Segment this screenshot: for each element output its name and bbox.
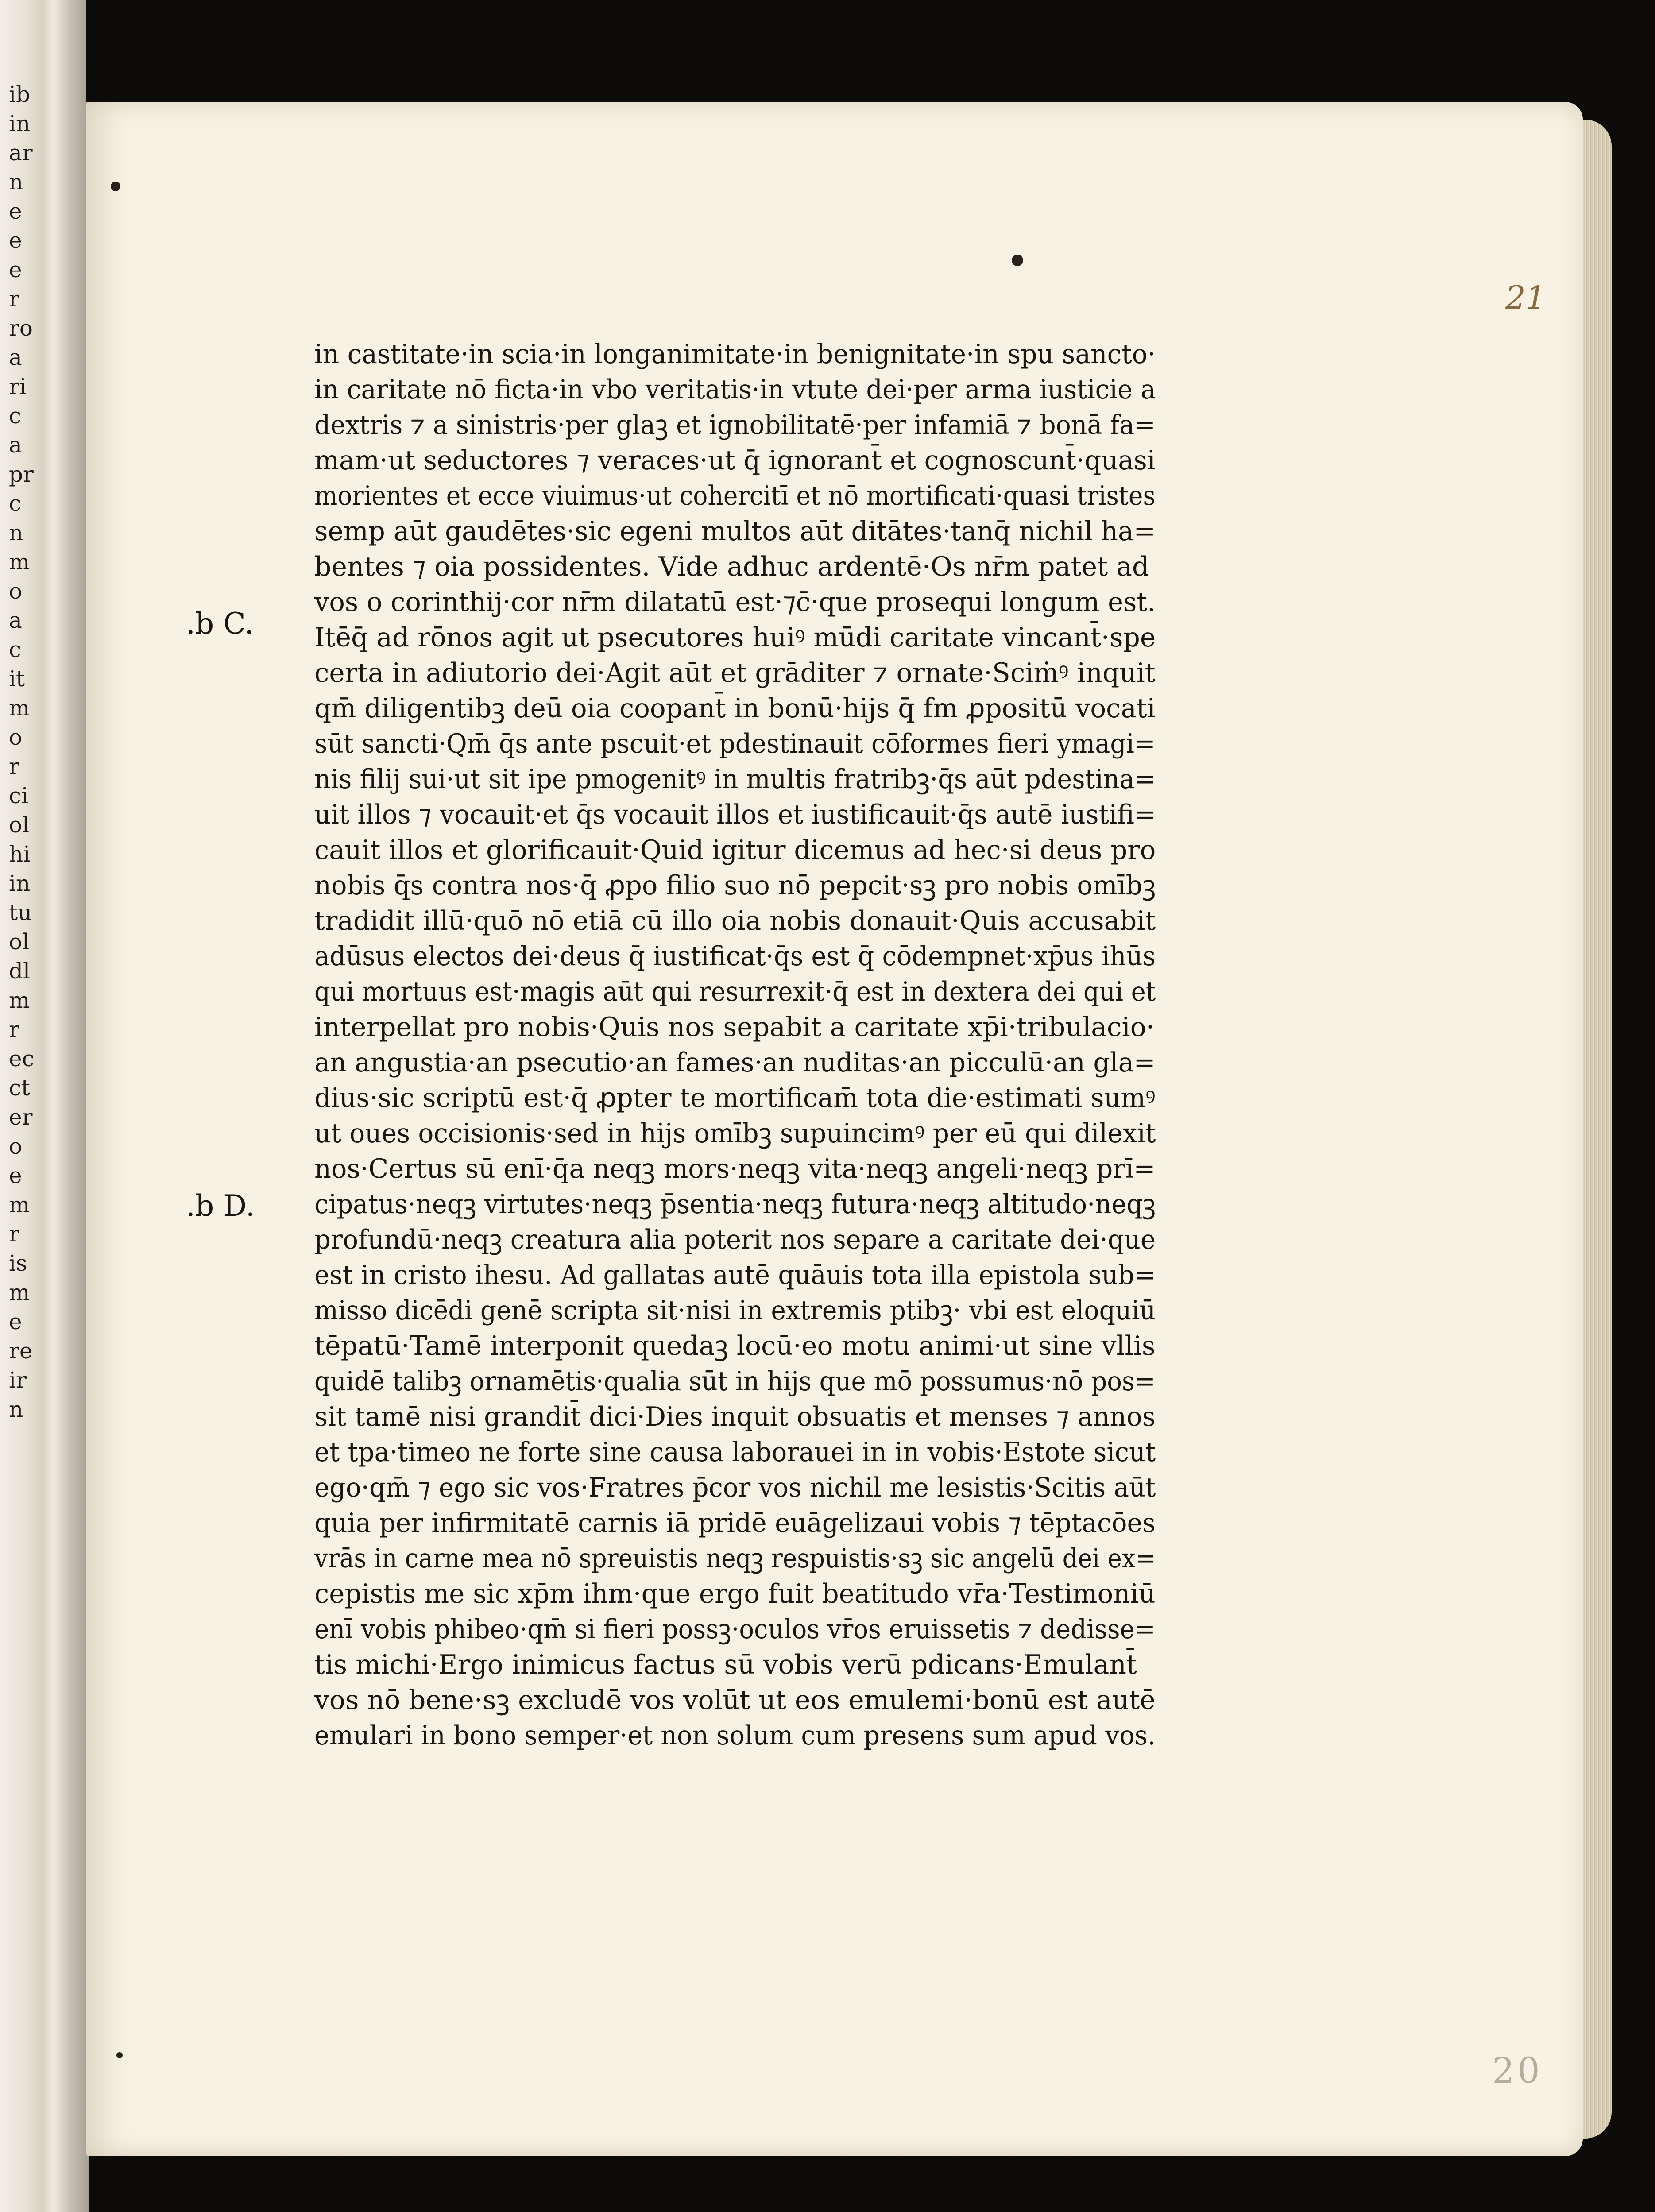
text-line: cipatus·neqꝫ virtutes·neqꝫ p̄sentia·neqꝫ futura·neqꝫ altitudo·neqꝫ <box>314 1189 1156 1220</box>
text-line: semp aūt gaudētes·sic egeni multos aūt ditātes·tanq̄ nichil ha= <box>314 516 1156 547</box>
ink-dot <box>1012 255 1023 266</box>
text-line: qm̄ diligentibꝫ deū oia coopant̄ in bonū·hijs q̄ fm ꝓpositū vocati <box>314 693 1156 724</box>
previous-page-fragment: e <box>9 257 22 282</box>
text-line: emulari in bono semper·et non solum cum presens sum apud vos. <box>314 1720 1156 1751</box>
text-line: enī vobis phibeo·qm̄ si fieri possꝫ·oculos vr̄os eruissetis ⁊ dedisse= <box>314 1614 1156 1645</box>
previous-page-fragment: pr <box>9 461 34 487</box>
text-line: cauit illos et glorificauit·Quid igitur dicemus ad hec·si deus pro <box>314 835 1156 866</box>
ink-dot <box>111 182 120 191</box>
folio-number: 21 <box>1505 279 1546 316</box>
previous-page-fragment: e <box>9 228 22 253</box>
text-line: in caritate nō ficta·in vbo veritatis·in vtute dei·per arma iusticie a <box>314 374 1156 405</box>
text-line: nis filij sui·ut sit ipe pmogenitꝰ in multis fratribꝫ·q̄s aūt pdestina= <box>314 764 1156 795</box>
text-line: misso dicēdi genē scripta sit·nisi in extremis ptibꝫ· vbi est eloquiū <box>314 1295 1156 1326</box>
text-line: ut oues occisionis·sed in hijs omībꝫ supuincimꝰ per eū qui dilexit <box>314 1118 1156 1149</box>
text-line: mam·ut seductores ⁊ veraces·ut q̄ ignorant̄ et cognoscunt̄·quasi <box>314 445 1156 476</box>
text-line: nobis q̄s contra nos·q̄ ꝓpo filio suo nō pepcit·sꝫ pro nobis omībꝫ <box>314 870 1156 901</box>
previous-page-fragment: a <box>9 607 22 633</box>
marginal-note-d: .b D. <box>186 1189 255 1223</box>
text-line: sit tamē nisi grandit̄ dici·Dies inquit obsuatis et menses ⁊ annos <box>314 1401 1156 1432</box>
previous-page-fragment: m <box>9 1192 30 1218</box>
marginal-note-c: .b C. <box>186 607 254 641</box>
previous-page-fragment: ec <box>9 1046 35 1071</box>
previous-page-fragment: m <box>9 549 30 575</box>
previous-page-fragment: o <box>9 1133 23 1159</box>
text-line: sūt sancti·Qm̄ q̄s ante pscuit·et pdestinauit cōformes fieri ymagi= <box>314 728 1156 759</box>
previous-page-fragment: ol <box>9 929 30 955</box>
text-line: cepistis me sic xp̄m ihm·que ergo fuit beatitudo vr̄a·Testimoniū <box>314 1578 1156 1609</box>
previous-page-fragment: n <box>9 169 23 195</box>
previous-page-fragment: tu <box>9 900 32 925</box>
text-line: uit illos ⁊ vocauit·et q̄s vocauit illos et iustificauit·q̄s autē iustifi= <box>314 799 1156 830</box>
previous-page-fragment: ar <box>9 140 33 166</box>
body-text <box>314 336 1156 1753</box>
text-line: est in cristo ihesu. Ad gallatas autē quāuis tota illa epistola sub= <box>314 1260 1156 1291</box>
previous-page-fragment: ol <box>9 812 30 838</box>
text-line: quia per infirmitatē carnis iā pridē euāgelizaui vobis ⁊ tēptacōes <box>314 1508 1156 1539</box>
previous-page-fragment: in <box>9 111 31 136</box>
previous-page-fragment: r <box>9 1221 19 1247</box>
previous-page-fragment: m <box>9 695 30 721</box>
previous-page-fragment: in <box>9 870 31 896</box>
page-number: 20 <box>1492 2050 1543 2091</box>
text-line: ego·qm̄ ⁊ ego sic vos·Fratres p̄cor vos nichil me lesistis·Scitis aūt <box>314 1472 1156 1503</box>
previous-page-fragment: hi <box>9 841 31 867</box>
ink-dot <box>116 2052 123 2058</box>
previous-page-fragment: n <box>9 520 23 545</box>
text-line: nos·Certus sū enī·q̄a neqꝫ mors·neqꝫ vita·neqꝫ angeli·neqꝫ prī= <box>314 1153 1156 1184</box>
previous-page-fragment: ct <box>9 1075 31 1101</box>
previous-page-fragment: e <box>9 1309 22 1334</box>
text-line: adūsus electos dei·deus q̄ iustificat·q̄s est q̄ cōdempnet·xp̄us ihūs <box>314 941 1156 972</box>
previous-page-fragment: ib <box>9 81 30 107</box>
previous-page-fragment: a <box>9 344 22 370</box>
dark-background <box>86 0 1655 102</box>
text-line: bentes ⁊ oia possidentes. Vide adhuc ardentē·Os nr̄m patet ad <box>314 551 1149 582</box>
text-line: certa in adiutorio dei·Agit aūt et grāditer ⁊ ornate·Sciṁꝰ inquit <box>314 657 1156 688</box>
previous-page-fragment: n <box>9 1396 23 1422</box>
text-line: an angustia·an psecutio·an fames·an nuditas·an picculū·an gla= <box>314 1047 1156 1078</box>
text-line: qui mortuus est·magis aūt qui resurrexit·q̄ est in dextera dei qui et <box>314 976 1156 1007</box>
previous-page-fragment: c <box>9 637 22 662</box>
text-line: vos o corinthij·cor nr̄m dilatatū est·⁊c̄·que prosequi longum est. <box>314 587 1156 618</box>
text-line: tēpatū·Tamē interponit quedaꝫ locū·eo motu animi·ut sine vllis <box>314 1330 1156 1361</box>
text-line: Itēq̄ ad rōnos agit ut psecutores huiꝰ mūdi caritate vincant̄·spe <box>314 622 1156 653</box>
text-line: tradidit illū·quō nō etiā cū illo oia nobis donauit·Quis accusabit <box>314 905 1156 936</box>
previous-page-fragment: re <box>9 1338 33 1364</box>
previous-page-fragment: c <box>9 491 22 516</box>
previous-page-fragment: ro <box>9 315 33 341</box>
text-line: interpellat pro nobis·Quis nos sepabit a caritate xp̄i·tribulacio· <box>314 1012 1155 1043</box>
previous-page-fragment: ir <box>9 1367 27 1393</box>
text-line: quidē talibꝫ ornamētis·qualia sūt in hijs que mō possumus·nō pos= <box>314 1366 1156 1397</box>
previous-page-fragment: m <box>9 987 30 1013</box>
text-line: vrās in carne mea nō spreuistis neqꝫ respuistis·sꝫ sic angelū dei ex= <box>314 1543 1156 1574</box>
previous-page-fragment: r <box>9 286 19 312</box>
previous-page-fragment: m <box>9 1280 30 1305</box>
previous-page-fragment: it <box>9 666 25 692</box>
previous-page-strip <box>0 80 66 2037</box>
text-line: et tpa·timeo ne forte sine causa laborauei in in vobis·Estote sicut <box>314 1437 1156 1468</box>
text-line: tis michi·Ergo inimicus factus sū vobis verū pdicans·Emulant̄ <box>314 1649 1137 1680</box>
previous-page-fragment: ci <box>9 783 28 808</box>
text-line: in castitate·in scia·in longanimitate·in benignitate·in spu sancto· <box>314 339 1156 370</box>
previous-page-fragment: dl <box>9 958 30 984</box>
previous-page-fragment: er <box>9 1104 33 1130</box>
previous-page-fragment: c <box>9 403 22 429</box>
previous-page-fragment: e <box>9 198 22 224</box>
previous-page-fragment: e <box>9 1163 22 1188</box>
previous-page-fragment: is <box>9 1250 27 1276</box>
previous-page-fragment: o <box>9 724 23 750</box>
text-line: morientes et ecce viuimus·ut cohercitī et nō mortificati·quasi tristes <box>314 480 1156 511</box>
text-line: profundū·neqꝫ creatura alia poterit nos separe a caritate dei·que <box>314 1224 1156 1255</box>
previous-page-fragment: o <box>9 578 23 604</box>
previous-page-fragment: a <box>9 432 22 458</box>
text-line: dius·sic scriptū est·q̄ ꝓpter te mortificam̄ tota die·estimati sumꝰ <box>314 1083 1156 1114</box>
text-line: vos nō bene·sꝫ excludē vos volūt ut eos emulemi·bonū est autē <box>314 1685 1156 1716</box>
previous-page-fragment: r <box>9 1017 19 1042</box>
previous-page-fragment: r <box>9 754 19 779</box>
previous-page-fragment: ri <box>9 374 27 399</box>
text-line: dextris ⁊ a sinistris·per glaꝫ et ignobilitatē·per infamiā ⁊ bonā fa= <box>314 410 1156 441</box>
